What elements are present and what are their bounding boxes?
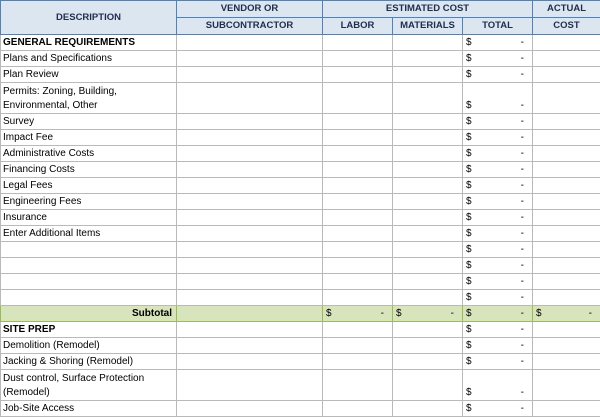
materials-cell[interactable] <box>393 258 463 274</box>
total-cell-value <box>465 194 530 209</box>
actual-cost-cell[interactable] <box>533 130 600 146</box>
total-cell-value <box>465 226 530 241</box>
total-cell <box>463 274 533 290</box>
line-item-row <box>1 51 600 67</box>
total-cell-value <box>465 178 530 193</box>
actual-cost-cell[interactable] <box>533 242 600 258</box>
total-cell-value <box>465 242 530 257</box>
vendor-cell[interactable] <box>177 370 323 401</box>
amount-dash: - <box>520 164 524 175</box>
total-cell <box>463 146 533 162</box>
amount-dash: - <box>520 180 524 191</box>
currency-symbol: $ <box>466 340 472 351</box>
total-cell-value <box>465 210 530 225</box>
currency-symbol: $ <box>396 308 402 319</box>
line-item-row <box>1 401 600 417</box>
subtotal-labor <box>323 306 393 322</box>
vendor-cell[interactable] <box>177 210 323 226</box>
total-cell-value <box>465 290 530 305</box>
actual-cost-cell[interactable] <box>533 354 600 370</box>
currency-symbol: $ <box>466 308 472 319</box>
labor-cell[interactable] <box>323 258 393 274</box>
vendor-cell[interactable] <box>177 290 323 306</box>
currency-symbol: $ <box>466 196 472 207</box>
line-item-description[interactable]: Engineering Fees <box>1 194 177 210</box>
amount-dash: - <box>588 308 592 319</box>
amount-dash: - <box>520 387 524 398</box>
currency-symbol: $ <box>466 387 472 398</box>
currency-symbol: $ <box>466 53 472 64</box>
line-item-description[interactable]: Jacking & Shoring (Remodel) <box>1 354 177 370</box>
total-cell-value <box>465 322 530 337</box>
labor-cell[interactable] <box>323 401 393 417</box>
actual-cost-cell[interactable] <box>533 258 600 274</box>
amount-dash: - <box>520 116 524 127</box>
total-cell <box>463 83 533 114</box>
labor-cell[interactable] <box>323 242 393 258</box>
labor-header: LABOR <box>323 18 393 35</box>
actual-cost-cell[interactable] <box>533 274 600 290</box>
labor-cell[interactable] <box>323 338 393 354</box>
section-header-row <box>1 35 600 51</box>
currency-symbol: $ <box>466 164 472 175</box>
vendor-header: VENDOR OR <box>177 1 323 18</box>
actual-cost-cell[interactable] <box>533 51 600 67</box>
subtotal-actual <box>533 306 600 322</box>
materials-cell[interactable] <box>393 401 463 417</box>
total-cell <box>463 114 533 130</box>
materials-cell[interactable] <box>393 67 463 83</box>
vendor-cell[interactable] <box>177 354 323 370</box>
vendor-cell[interactable] <box>177 242 323 258</box>
total-cell <box>463 130 533 146</box>
subtotal-actual-value <box>535 306 598 321</box>
actual-cost-cell[interactable] <box>533 401 600 417</box>
line-item-description[interactable]: Enter Additional Items <box>1 226 177 242</box>
total-cell <box>463 338 533 354</box>
line-item-row <box>1 210 600 226</box>
labor-cell[interactable] <box>323 162 393 178</box>
total-cell <box>463 242 533 258</box>
materials-cell[interactable] <box>393 83 463 114</box>
total-cell <box>463 322 533 338</box>
total-cell <box>463 354 533 370</box>
line-item-description[interactable]: Impact Fee <box>1 130 177 146</box>
amount-dash: - <box>380 308 384 319</box>
vendor-cell[interactable] <box>177 67 323 83</box>
amount-dash: - <box>520 260 524 271</box>
materials-cell[interactable] <box>393 322 463 338</box>
subtotal-vendor-cell <box>177 306 323 322</box>
currency-symbol: $ <box>466 37 472 48</box>
actual-cost-cell[interactable] <box>533 338 600 354</box>
vendor-cell[interactable] <box>177 162 323 178</box>
vendor-cell[interactable] <box>177 401 323 417</box>
subtotal-total <box>463 306 533 322</box>
total-cell-value <box>465 146 530 161</box>
labor-cell[interactable] <box>323 226 393 242</box>
currency-symbol: $ <box>466 260 472 271</box>
total-cell <box>463 162 533 178</box>
total-cell-value <box>465 258 530 273</box>
line-item-description[interactable]: Plan Review <box>1 67 177 83</box>
actual-cost-cell[interactable] <box>533 35 600 51</box>
materials-cell[interactable] <box>393 290 463 306</box>
labor-cell[interactable] <box>323 194 393 210</box>
subtotal-total-value <box>465 306 530 321</box>
line-item-description[interactable]: Insurance <box>1 210 177 226</box>
amount-dash: - <box>520 212 524 223</box>
currency-symbol: $ <box>466 356 472 367</box>
materials-cell[interactable] <box>393 51 463 67</box>
total-cell-value <box>465 99 530 113</box>
total-header: TOTAL <box>463 18 533 35</box>
subtotal-label: Subtotal <box>1 306 177 322</box>
actual-cost-cell[interactable] <box>533 194 600 210</box>
currency-symbol: $ <box>466 180 472 191</box>
line-item-description[interactable]: Demolition (Remodel) <box>1 338 177 354</box>
line-item-description[interactable]: Dust control, Surface Protection (Remodel) <box>1 370 177 401</box>
line-item-row <box>1 130 600 146</box>
currency-symbol: $ <box>466 228 472 239</box>
vendor-cell[interactable] <box>177 83 323 114</box>
total-cell <box>463 67 533 83</box>
line-item-row <box>1 162 600 178</box>
line-item-row <box>1 83 600 114</box>
total-cell <box>463 226 533 242</box>
total-cell-value <box>465 401 530 416</box>
materials-cell[interactable] <box>393 210 463 226</box>
total-cell <box>463 401 533 417</box>
section-title: GENERAL REQUIREMENTS <box>1 35 177 51</box>
labor-cell[interactable] <box>323 210 393 226</box>
amount-dash: - <box>520 276 524 287</box>
line-item-row <box>1 370 600 401</box>
materials-cell[interactable] <box>393 146 463 162</box>
line-item-row <box>1 258 600 274</box>
total-cell <box>463 194 533 210</box>
actual-cost-cell[interactable] <box>533 146 600 162</box>
subtotal-labor-value <box>325 306 390 321</box>
amount-dash: - <box>520 324 524 335</box>
total-cell-value <box>465 338 530 353</box>
section-header-row <box>1 322 600 338</box>
line-item-description[interactable]: Administrative Costs <box>1 146 177 162</box>
vendor-cell[interactable] <box>177 178 323 194</box>
actual-cost-cell[interactable] <box>533 114 600 130</box>
section-title: SITE PREP <box>1 322 177 338</box>
materials-cell[interactable] <box>393 242 463 258</box>
materials-cell[interactable] <box>393 162 463 178</box>
total-cell <box>463 258 533 274</box>
subtotal-materials <box>393 306 463 322</box>
labor-cell[interactable] <box>323 274 393 290</box>
currency-symbol: $ <box>466 148 472 159</box>
amount-dash: - <box>520 403 524 414</box>
currency-symbol: $ <box>466 116 472 127</box>
labor-cell[interactable] <box>323 35 393 51</box>
amount-dash: - <box>520 292 524 303</box>
line-item-row <box>1 67 600 83</box>
vendor-cell[interactable] <box>177 35 323 51</box>
actual-cost-cell[interactable] <box>533 67 600 83</box>
amount-dash: - <box>520 356 524 367</box>
line-item-description[interactable] <box>1 258 177 274</box>
total-cell-value <box>465 51 530 66</box>
currency-symbol: $ <box>466 403 472 414</box>
actual-cost-header: ACTUAL <box>533 1 600 18</box>
currency-symbol: $ <box>466 132 472 143</box>
total-cell-value <box>465 162 530 177</box>
vendor-cell[interactable] <box>177 146 323 162</box>
currency-symbol: $ <box>466 276 472 287</box>
vendor-cell[interactable] <box>177 194 323 210</box>
labor-cell[interactable] <box>323 114 393 130</box>
amount-dash: - <box>520 100 524 111</box>
line-item-description[interactable]: Job-Site Access <box>1 401 177 417</box>
amount-dash: - <box>520 228 524 239</box>
total-cell <box>463 178 533 194</box>
vendor-cell[interactable] <box>177 114 323 130</box>
line-item-description[interactable] <box>1 242 177 258</box>
line-item-description[interactable] <box>1 290 177 306</box>
total-cell <box>463 370 533 401</box>
vendor-cell[interactable] <box>177 258 323 274</box>
line-item-row <box>1 114 600 130</box>
amount-dash: - <box>520 69 524 80</box>
line-item-row <box>1 226 600 242</box>
amount-dash: - <box>520 132 524 143</box>
currency-symbol: $ <box>466 69 472 80</box>
currency-symbol: $ <box>466 100 472 111</box>
labor-cell[interactable] <box>323 146 393 162</box>
amount-dash: - <box>520 308 524 319</box>
vendor-cell[interactable] <box>177 338 323 354</box>
materials-cell[interactable] <box>393 338 463 354</box>
actual-cost-header-line2: COST <box>533 18 600 35</box>
total-cell-value <box>465 130 530 145</box>
materials-cell[interactable] <box>393 274 463 290</box>
header-row-1 <box>1 1 600 18</box>
labor-cell[interactable] <box>323 354 393 370</box>
currency-symbol: $ <box>536 308 542 319</box>
labor-cell[interactable] <box>323 130 393 146</box>
actual-cost-cell[interactable] <box>533 322 600 338</box>
total-cell-value <box>465 67 530 82</box>
actual-cost-cell[interactable] <box>533 210 600 226</box>
labor-cell[interactable] <box>323 67 393 83</box>
total-cell <box>463 51 533 67</box>
actual-cost-cell[interactable] <box>533 178 600 194</box>
total-cell <box>463 210 533 226</box>
labor-cell[interactable] <box>323 370 393 401</box>
line-item-description[interactable] <box>1 274 177 290</box>
line-item-description[interactable]: Plans and Specifications <box>1 51 177 67</box>
actual-cost-cell[interactable] <box>533 290 600 306</box>
vendor-cell[interactable] <box>177 274 323 290</box>
line-item-row <box>1 290 600 306</box>
materials-cell[interactable] <box>393 178 463 194</box>
labor-cell[interactable] <box>323 51 393 67</box>
line-item-description[interactable]: Legal Fees <box>1 178 177 194</box>
vendor-cell[interactable] <box>177 226 323 242</box>
line-item-description[interactable]: Financing Costs <box>1 162 177 178</box>
vendor-cell[interactable] <box>177 130 323 146</box>
line-item-row <box>1 354 600 370</box>
materials-cell[interactable] <box>393 114 463 130</box>
materials-cell[interactable] <box>393 226 463 242</box>
subtotal-row <box>1 306 600 322</box>
vendor-cell[interactable] <box>177 51 323 67</box>
vendor-cell[interactable] <box>177 322 323 338</box>
amount-dash: - <box>520 244 524 255</box>
labor-cell[interactable] <box>323 178 393 194</box>
total-cell-value <box>465 386 530 400</box>
subtotal-materials-value <box>395 306 460 321</box>
total-cell-value <box>465 35 530 50</box>
materials-header: MATERIALS <box>393 18 463 35</box>
amount-dash: - <box>520 53 524 64</box>
total-cell-value <box>465 354 530 369</box>
line-item-row <box>1 178 600 194</box>
line-item-description[interactable]: Permits: Zoning, Building, Environmental, Other <box>1 83 177 114</box>
amount-dash: - <box>520 340 524 351</box>
line-item-row <box>1 242 600 258</box>
materials-cell[interactable] <box>393 35 463 51</box>
line-item-row <box>1 194 600 210</box>
materials-cell[interactable] <box>393 354 463 370</box>
labor-cell[interactable] <box>323 290 393 306</box>
currency-symbol: $ <box>466 292 472 303</box>
line-item-description[interactable]: Survey <box>1 114 177 130</box>
materials-cell[interactable] <box>393 194 463 210</box>
currency-symbol: $ <box>466 244 472 255</box>
labor-cell[interactable] <box>323 322 393 338</box>
line-item-row <box>1 274 600 290</box>
amount-dash: - <box>520 37 524 48</box>
vendor-header-line2: SUBCONTRACTOR <box>177 18 323 35</box>
amount-dash: - <box>450 308 454 319</box>
currency-symbol: $ <box>466 324 472 335</box>
estimated-cost-header: ESTIMATED COST <box>323 1 533 18</box>
total-cell-value <box>465 114 530 129</box>
currency-symbol: $ <box>466 212 472 223</box>
labor-cell[interactable] <box>323 83 393 114</box>
actual-cost-cell[interactable] <box>533 226 600 242</box>
line-item-row <box>1 146 600 162</box>
actual-cost-cell[interactable] <box>533 83 600 114</box>
actual-cost-cell[interactable] <box>533 162 600 178</box>
amount-dash: - <box>520 196 524 207</box>
actual-cost-cell[interactable] <box>533 370 600 401</box>
materials-cell[interactable] <box>393 130 463 146</box>
total-cell <box>463 35 533 51</box>
currency-symbol: $ <box>326 308 332 319</box>
total-cell-value <box>465 274 530 289</box>
amount-dash: - <box>520 148 524 159</box>
line-item-row <box>1 338 600 354</box>
total-cell <box>463 290 533 306</box>
materials-cell[interactable] <box>393 370 463 401</box>
description-header: DESCRIPTION <box>1 1 177 35</box>
